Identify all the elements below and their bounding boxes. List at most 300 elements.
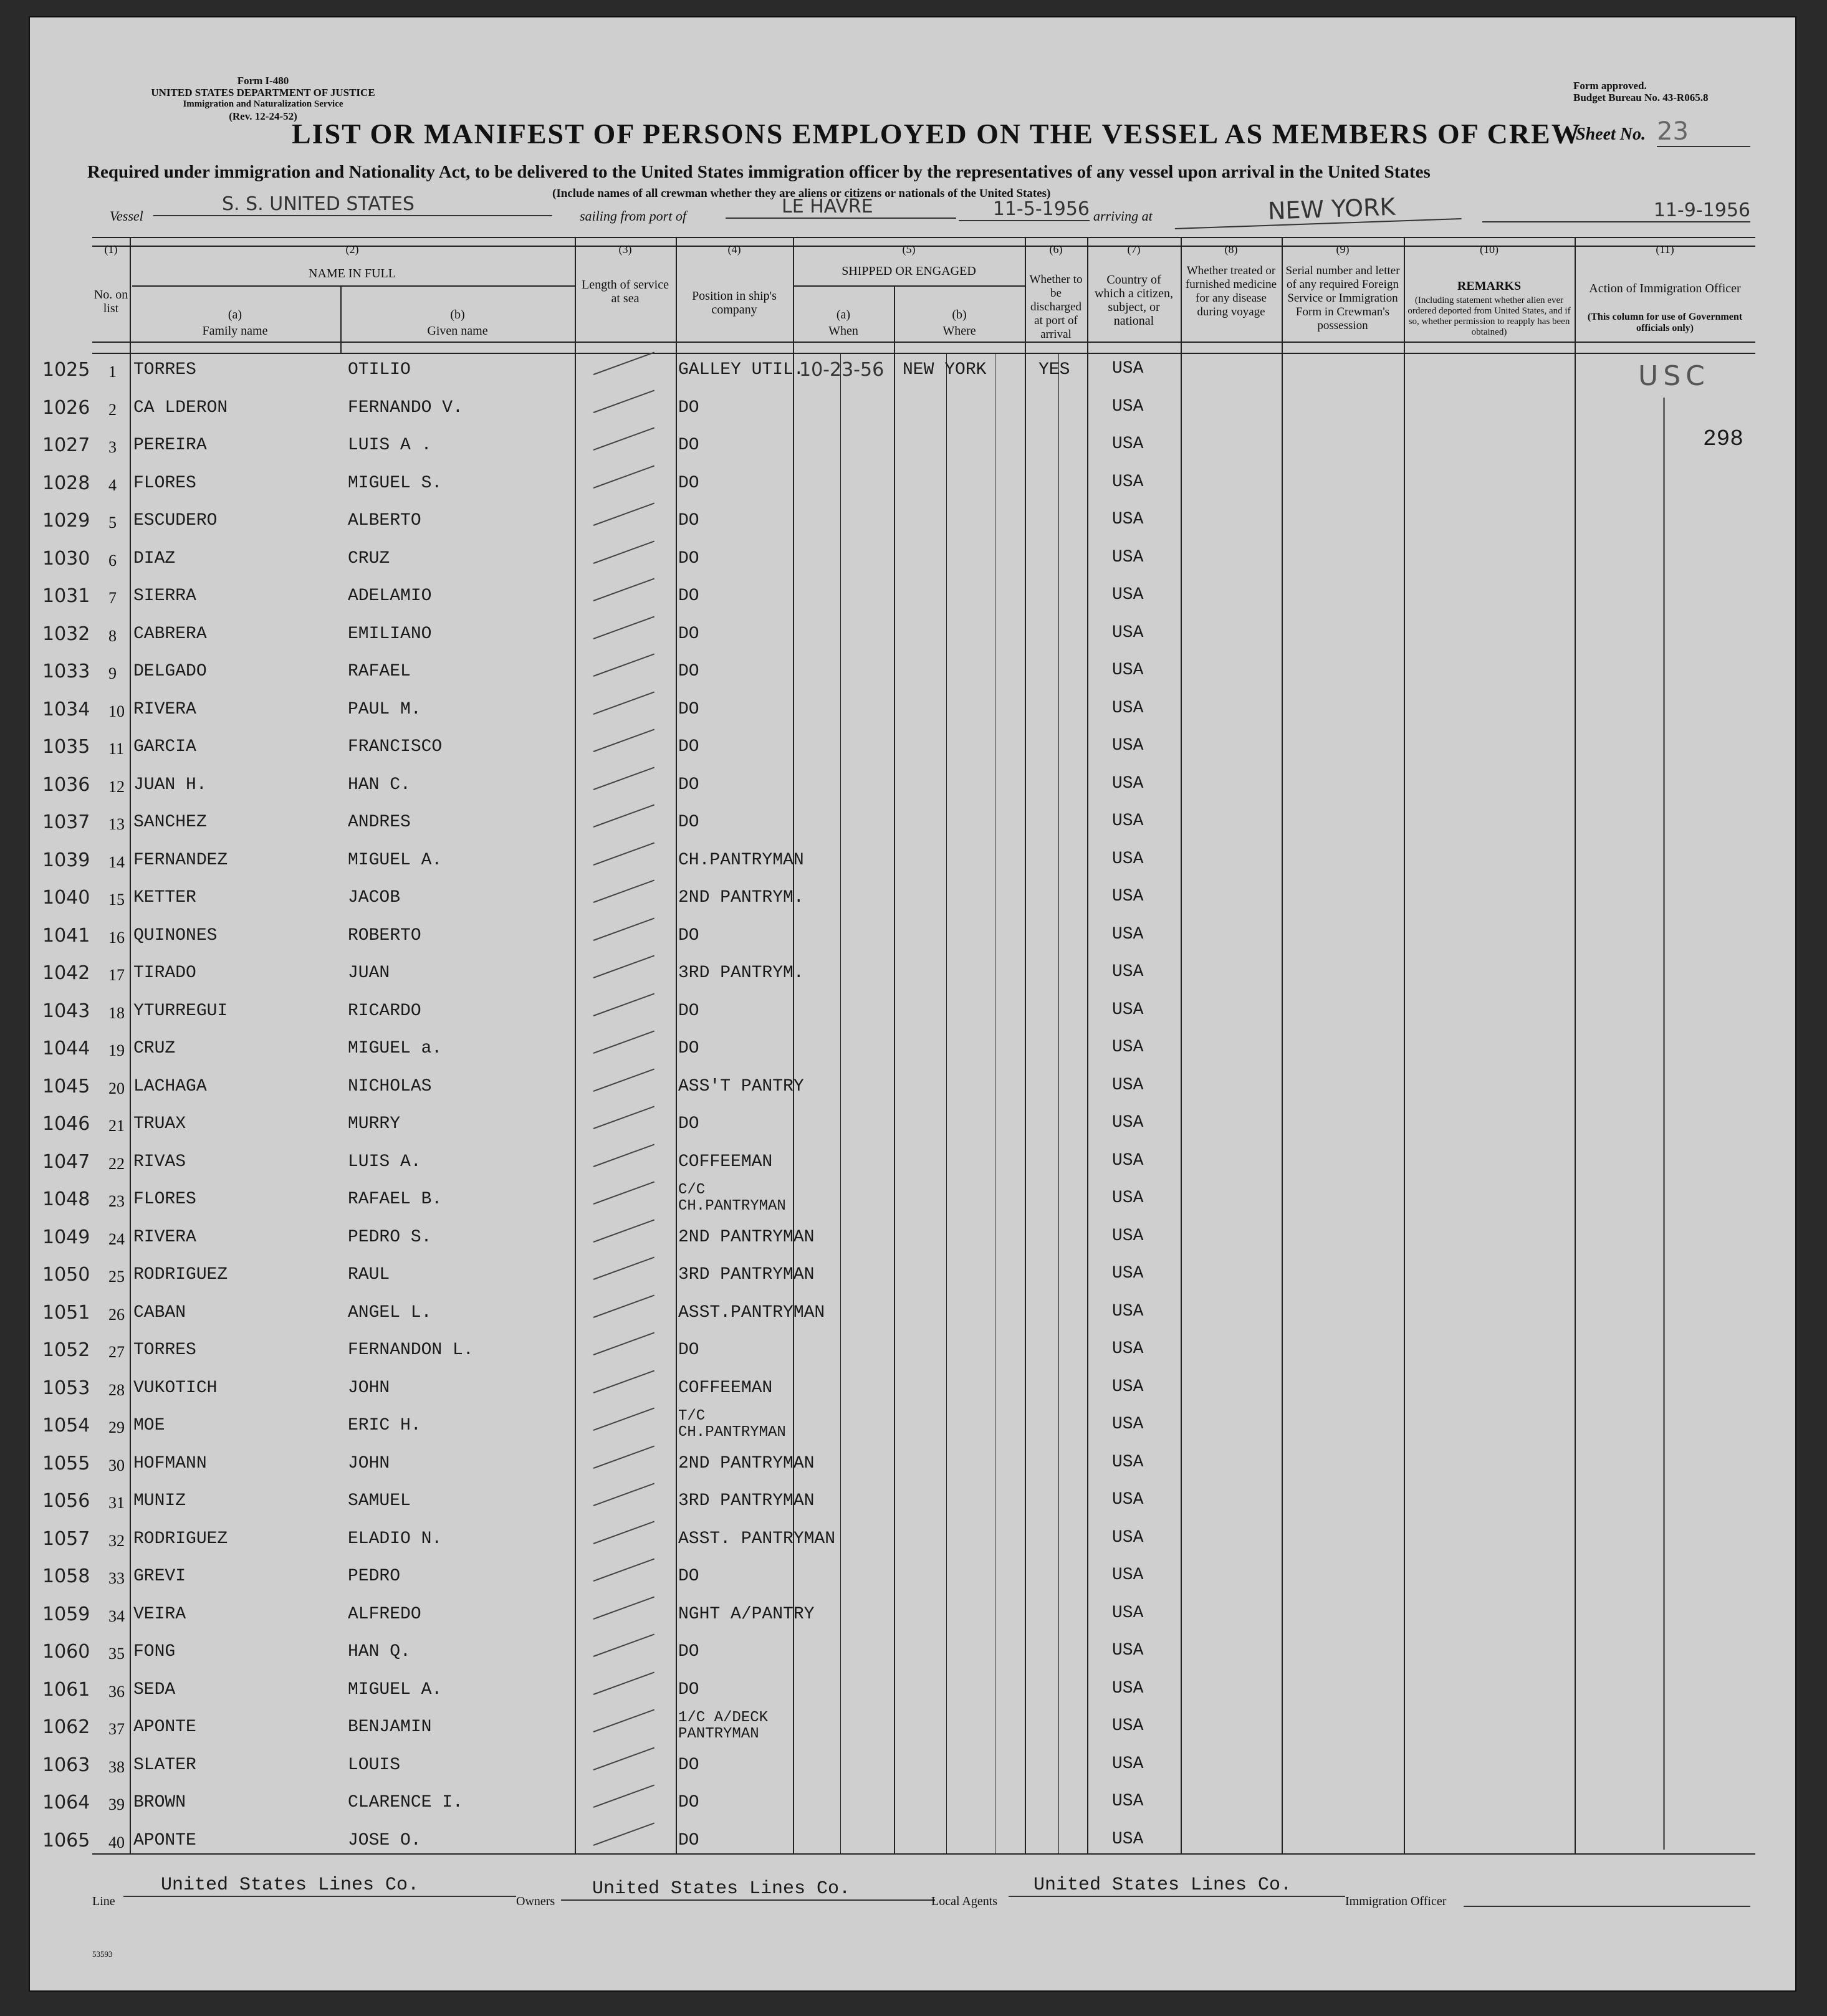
crew-number: 1057 [42,1527,90,1550]
header-treated: Whether treated or furnished medicine for any disease during voyage [1185,264,1277,318]
line-number: 20 [108,1079,125,1097]
given-name: RAFAEL B. [348,1190,443,1209]
line-number: 14 [108,853,125,871]
length-strike-mark [593,879,655,902]
country: USA [1112,359,1144,378]
shipped-where: NEW YORK [903,360,987,380]
given-name: RICARDO [348,1001,421,1021]
length-strike-mark [593,1596,655,1619]
header-given-name: Given name [427,324,488,338]
country: USA [1112,585,1144,604]
usc-annotation: USC [1638,360,1710,392]
position: NGHT A/PANTRY [678,1604,815,1624]
form-number: Form I-480 [237,75,289,87]
given-name: FERNANDO V. [348,398,463,418]
family-name: APONTE [133,1830,196,1850]
header-remarks: REMARKS [1457,279,1522,293]
crew-number: 1062 [42,1716,90,1738]
footer-line-label: Line [92,1894,115,1908]
family-name: RIVERA [133,699,196,719]
length-strike-mark [593,842,655,865]
header-action: Action of Immigration Officer [1589,282,1741,295]
given-name: FERNANDON L. [348,1340,474,1360]
line-number: 4 [108,475,117,494]
col-num-10: (10) [1480,243,1499,256]
annotation-stroke [1663,398,1665,1850]
family-name: SANCHEZ [133,813,207,832]
length-strike-mark [593,616,655,639]
family-name: BROWN [133,1793,186,1812]
line-number: 39 [108,1795,125,1813]
line-number: 40 [108,1833,125,1851]
country: USA [1112,1339,1144,1359]
given-name: JOHN [348,1378,390,1398]
position: ASST. PANTRYMAN [678,1529,836,1549]
country: USA [1112,1603,1144,1623]
country: USA [1112,811,1144,831]
position: C/C [678,1182,706,1198]
position: DO [678,436,699,455]
family-name: TORRES [133,360,196,380]
family-name: DIAZ [133,548,176,568]
country: USA [1112,1452,1144,1472]
family-name: SLATER [133,1755,196,1775]
crew-number: 1053 [42,1377,90,1399]
inclusion-note: (Include names of all crewman whether they are aliens or citizens or nationals of the United States) [552,187,1051,200]
family-name: VUKOTICH [133,1378,218,1398]
position: ASST.PANTRYMAN [678,1302,825,1322]
given-name: MIGUEL a. [348,1039,443,1058]
line-number: 26 [108,1305,125,1324]
header-name-in-full: NAME IN FULL [309,267,396,280]
country: USA [1112,1000,1144,1020]
family-name: TRUAX [133,1114,186,1134]
given-name: SAMUEL [348,1491,411,1511]
position: GALLEY UTIL. [678,360,804,380]
line-number: 36 [108,1682,125,1701]
line-number: 12 [108,777,125,796]
crew-number: 1044 [42,1038,90,1059]
country: USA [1112,1377,1144,1397]
crew-number: 1065 [42,1829,90,1851]
crew-number: 1029 [42,510,90,532]
position: 3RD PANTRYMAN [678,1265,815,1284]
header-where: Where [942,324,976,338]
line-number: 6 [108,551,117,570]
footer-owners-label: Owners [516,1894,555,1908]
country: USA [1112,698,1144,718]
family-name: YTURREGUI [133,1001,228,1021]
position-cont: CH.PANTRYMAN [678,1198,786,1215]
family-name: GREVI [133,1567,186,1586]
given-name: HAN C. [348,775,411,795]
country: USA [1112,1792,1144,1811]
sheet-label: Sheet No. [1576,125,1646,144]
position: DO [678,1793,699,1812]
line-number: 23 [108,1192,125,1210]
line-number: 29 [108,1418,125,1436]
position: 3RD PANTRYMAN [678,1491,815,1511]
country: USA [1112,962,1144,982]
line-number: 9 [108,664,117,682]
family-name: ESCUDERO [133,511,218,530]
family-name: RIVAS [133,1152,186,1172]
port-from: LE HAVRE [726,196,956,219]
header-serial: Serial number and letter of any required Foreign Service or Immigration Form in Crewman's possession [1285,264,1400,332]
position: DO [678,1755,699,1775]
family-name: FLORES [133,473,196,493]
crew-number: 1047 [42,1150,90,1173]
country: USA [1112,396,1144,416]
crew-number: 1028 [42,472,90,494]
country: USA [1112,472,1144,492]
length-strike-mark [593,1068,655,1091]
line-number: 2 [108,400,117,419]
shipped-when: 10-23-56 [799,359,885,381]
country: USA [1112,1226,1144,1246]
length-strike-mark [593,389,655,413]
port-to: NEW YORK [1174,191,1461,229]
line-number: 21 [108,1117,125,1135]
family-name: PEREIRA [133,436,207,455]
length-strike-mark [593,1784,655,1807]
line-number: 31 [108,1494,125,1512]
form-header-block [89,75,438,122]
line-number: 32 [108,1531,125,1550]
length-strike-mark [593,1671,655,1694]
header-family-name: Family name [202,324,268,338]
given-name: JOHN [348,1453,390,1473]
line-number: 24 [108,1230,125,1248]
line-number: 5 [108,514,117,532]
header-when: When [828,324,858,338]
length-strike-mark [593,1747,655,1770]
country: USA [1112,1038,1144,1057]
footer-agents: United States Lines Co. [1009,1875,1345,1897]
line-number: 37 [108,1720,125,1738]
position: COFFEEMAN [678,1378,773,1398]
family-name: VEIRA [133,1604,186,1624]
length-strike-mark [593,578,655,601]
header-length: Length of service at sea [582,278,669,305]
position: DO [678,737,699,757]
given-name: PEDRO [348,1567,401,1586]
line-number: 11 [108,740,125,758]
footer-officer-blank [1464,1906,1750,1907]
footer-officer-label: Immigration Officer [1345,1894,1447,1908]
crew-number: 1042 [42,962,90,984]
crew-number: 1052 [42,1339,90,1361]
family-name: HOFMANN [133,1453,207,1473]
crew-number: 1063 [42,1754,90,1776]
country: USA [1112,1188,1144,1208]
length-strike-mark [593,1294,655,1317]
family-name: RIVERA [133,1227,196,1247]
line-number: 15 [108,891,125,909]
line-number: 10 [108,702,125,720]
line-number: 18 [108,1003,125,1022]
position: DO [678,398,699,418]
given-name: RAFAEL [348,662,411,681]
given-name: MIGUEL A. [348,1679,443,1699]
length-strike-mark [593,1181,655,1204]
length-strike-mark [593,540,655,563]
country: USA [1112,510,1144,529]
crew-number: 1030 [42,547,90,570]
family-name: CABRERA [133,624,207,644]
given-name: ANGEL L. [348,1302,432,1322]
col-num-2: (2) [345,243,359,256]
footer-agents-label: Local Agents [931,1894,998,1908]
length-strike-mark [593,1445,655,1468]
length-strike-mark [593,1521,655,1544]
crew-number: 1025 [42,359,90,381]
header-action-note: (This column for use of Government officials only) [1587,312,1743,333]
country: USA [1112,1754,1144,1774]
revision: (Rev. 12-24-52) [229,110,297,122]
crew-number: 1041 [42,924,90,947]
crew-number: 1027 [42,434,90,456]
given-name: ERIC H. [348,1416,421,1435]
line-number: 19 [108,1041,125,1059]
document-subtitle: Required under immigration and Nationality Act, to be delivered to the United States immigration officer by the representatives of any vessel upon arrival in the United States [87,162,1431,182]
country: USA [1112,849,1144,869]
line-number: 27 [108,1343,125,1361]
country: USA [1112,1075,1144,1095]
approval-block [1573,80,1708,103]
col-num-3: (3) [618,243,632,256]
family-name: RODRIGUEZ [133,1529,228,1549]
family-name: CRUZ [133,1039,176,1058]
position: DO [678,1567,699,1586]
country: USA [1112,661,1144,680]
length-strike-mark [593,653,655,676]
crew-number: 1045 [42,1075,90,1097]
country: USA [1112,434,1144,454]
crew-number: 1058 [42,1565,90,1587]
vessel-label: Vessel [110,208,143,224]
length-strike-mark [593,1407,655,1430]
position: DO [678,1039,699,1058]
col-num-6: (6) [1049,243,1063,256]
service-name: Immigration and Naturalization Service [183,99,343,109]
crew-number: 1056 [42,1490,90,1512]
given-name: ADELAMIO [348,586,432,606]
given-name: NICHOLAS [348,1076,432,1096]
crew-number: 1055 [42,1452,90,1474]
position: 2ND PANTRYMAN [678,1227,815,1247]
length-strike-mark [593,351,655,375]
position: 3RD PANTRYM. [678,963,804,983]
crew-number: 1033 [42,661,90,682]
given-name: HAN Q. [348,1642,411,1661]
country: USA [1112,1641,1144,1660]
line-number: 16 [108,928,125,947]
position: DO [678,699,699,719]
given-name: ROBERTO [348,925,421,945]
country: USA [1112,1301,1144,1321]
crew-number: 1046 [42,1113,90,1135]
length-strike-mark [593,1219,655,1242]
position: DO [678,1830,699,1850]
country: USA [1112,1113,1144,1132]
family-name: MUNIZ [133,1491,186,1511]
country: USA [1112,1716,1144,1736]
given-name: ANDRES [348,813,411,832]
given-name: JUAN [348,963,390,983]
country: USA [1112,1150,1144,1170]
position: DO [678,624,699,644]
manifest-sheet [29,16,1796,1992]
sail-date: 11-5-1956 [959,198,1090,221]
header-no-on-list: No. on list [94,288,128,315]
country: USA [1112,1678,1144,1698]
country: USA [1112,924,1144,944]
line-number: 3 [108,438,117,456]
family-name: DELGADO [133,662,207,681]
col-num-8: (8) [1224,243,1238,256]
length-strike-mark [593,1332,655,1355]
given-name: ALBERTO [348,511,421,530]
length-strike-mark [593,804,655,827]
line-number: 17 [108,966,125,984]
arrive-date: 11-9-1956 [1482,199,1750,222]
form-approved: Form approved. [1573,80,1647,92]
given-name: EMILIANO [348,624,432,644]
length-strike-mark [593,767,655,790]
position: 1/C A/DECK [678,1709,769,1726]
col-num-5: (5) [902,243,916,256]
crew-number: 1026 [42,396,90,419]
position: DO [678,1114,699,1134]
footer-line: United States Lines Co. [123,1875,516,1897]
crew-number: 1060 [42,1641,90,1663]
crew-number: 1036 [42,773,90,796]
crew-number: 1061 [42,1678,90,1701]
length-strike-mark [593,1483,655,1506]
length-strike-mark [593,1558,655,1581]
position: DO [678,548,699,568]
crew-number: 1064 [42,1792,90,1813]
header-where-letter: (b) [952,308,967,322]
length-strike-mark [593,465,655,488]
position: DO [678,1340,699,1360]
position-cont: PANTRYMAN [678,1726,759,1742]
family-name: RODRIGUEZ [133,1265,228,1284]
document-title: LIST OR MANIFEST OF PERSONS EMPLOYED ON THE VESSEL AS MEMBERS OF CREW [292,118,1581,150]
family-name: SEDA [133,1679,176,1699]
family-name: CABAN [133,1302,186,1322]
given-name: JOSE O. [348,1830,421,1850]
col-num-11: (11) [1656,243,1674,256]
country: USA [1112,1527,1144,1547]
line-number: 30 [108,1456,125,1474]
position: DO [678,775,699,795]
position: DO [678,813,699,832]
length-strike-mark [593,917,655,940]
department: UNITED STATES DEPARTMENT OF JUSTICE [151,87,375,98]
country: USA [1112,736,1144,755]
family-name: FONG [133,1642,176,1661]
given-name: LUIS A . [348,436,432,455]
line-number: 33 [108,1569,125,1587]
vessel-name: S. S. UNITED STATES [153,193,552,216]
given-name: CLARENCE I. [348,1793,463,1812]
crew-number: 1032 [42,623,90,645]
position: T/C [678,1408,706,1425]
family-name: SIERRA [133,586,196,606]
sailing-label: sailing from port of [580,208,686,224]
header-discharged: Whether to be discharged at port of arrival [1029,273,1083,341]
family-name: APONTE [133,1717,196,1737]
family-name: LACHAGA [133,1076,207,1096]
country: USA [1112,1415,1144,1434]
line-number: 34 [108,1607,125,1625]
country: USA [1112,1565,1144,1585]
length-strike-mark [593,1030,655,1053]
length-strike-mark [593,502,655,525]
country: USA [1112,1264,1144,1283]
given-name: LOUIS [348,1755,401,1775]
given-name: MIGUEL S. [348,473,443,493]
line-number: 25 [108,1268,125,1286]
family-name: KETTER [133,888,196,907]
length-strike-mark [593,1144,655,1167]
header-when-letter: (a) [836,308,851,322]
header-shipped: SHIPPED OR ENGAGED [842,264,976,278]
budget-bureau: Budget Bureau No. 43-R065.8 [1573,92,1709,103]
position: 2ND PANTRYM. [678,888,804,907]
line-number: 35 [108,1645,125,1663]
length-strike-mark [593,729,655,752]
given-name: CRUZ [348,548,390,568]
given-name: BENJAMIN [348,1717,432,1737]
length-strike-mark [593,955,655,978]
position: DO [678,586,699,606]
position: ASS'T PANTRY [678,1076,804,1096]
given-name: JACOB [348,888,401,907]
family-name: TORRES [133,1340,196,1360]
discharged: YES [1038,360,1070,380]
header-position: Position in ship's company [692,289,777,317]
position: DO [678,1642,699,1661]
position-cont: CH.PANTRYMAN [678,1424,786,1441]
crew-number: 1059 [42,1603,90,1625]
length-strike-mark [593,691,655,714]
crew-number: 1054 [42,1415,90,1436]
crew-number: 1051 [42,1301,90,1324]
header-remarks-note: (Including statement whether alien ever ordered deported from United States, and if so, whether permission to reapply has been obtained) [1407,295,1571,337]
length-strike-mark [593,1370,655,1393]
header-country: Country of which a citizen, subject, or national [1094,273,1174,328]
family-name: GARCIA [133,737,196,757]
given-name: MIGUEL A. [348,850,443,870]
position: DO [678,473,699,493]
length-strike-mark [593,1633,655,1656]
country: USA [1112,547,1144,567]
stock-number: 53593 [92,1949,113,1959]
given-name: LUIS A. [348,1152,421,1172]
crew-number: 1050 [42,1264,90,1286]
crew-number: 1040 [42,887,90,909]
given-name: RAUL [348,1265,390,1284]
crew-number: 1039 [42,849,90,871]
country: USA [1112,1490,1144,1509]
length-strike-mark [593,1709,655,1732]
crew-number: 1035 [42,736,90,758]
position: DO [678,1679,699,1699]
header-a: (a) [228,308,242,322]
